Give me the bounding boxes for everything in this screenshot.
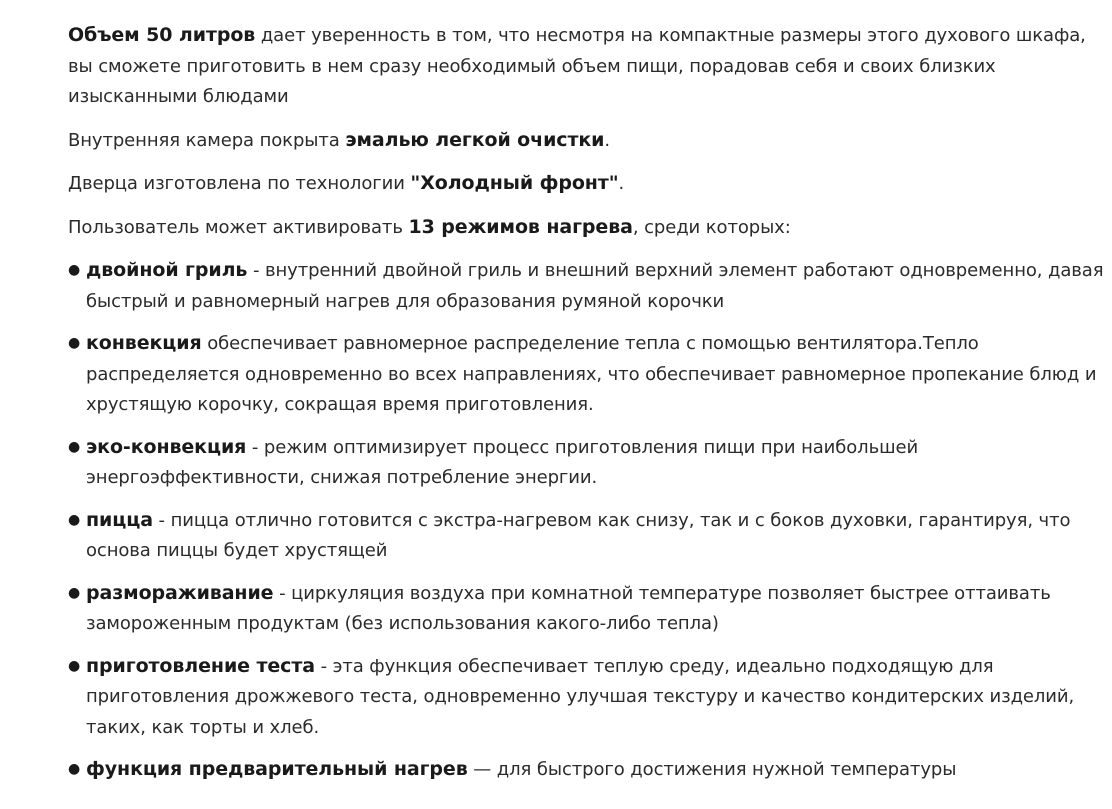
modes-intro-paragraph [68,212,1108,244]
list-item [68,754,1108,786]
bullet-icon: ● [68,584,81,601]
list-item [68,651,1108,744]
modes-intro-pre: Пользователь может активировать [68,216,409,238]
mode-name: функция предварительный нагрев [86,758,468,780]
bullet-icon: ● [68,657,81,674]
enamel-highlight: эмалью легкой очистки [345,128,605,151]
mode-description: - циркуляция воздуха при комнатной температуре позволяет быстрее оттаивать замороженным продуктам (без использования какого-либо тепла) [86,582,1051,634]
enamel-paragraph [68,125,1108,157]
mode-description: обеспечивает равномерное распределение тепла с помощью вентилятора.Тепло распределяется одновременно во всех направлениях, что обеспечивает равномерное пропекание блюд и хрустящую корочку, сокращая время приготовления. [86,333,1097,415]
modes-intro-post: , среди которых: [632,216,791,238]
bullet-icon: ● [68,335,81,351]
list-item [68,432,1108,494]
door-paragraph [68,168,1108,200]
list-item [68,578,1108,640]
bullet-icon: ● [68,511,81,528]
door-text-pre: Дверца изготовлена по технологии [68,173,411,194]
mode-description: - режим оптимизирует процесс приготовления пищи при наибольшей энергоэффективности, снижая потребление энергии. [86,436,919,488]
bullet-icon: ● [68,761,81,777]
modes-count-highlight: 13 режимов нагрева [408,215,633,238]
mode-description: — для быстрого достижения нужной температуры [467,759,957,780]
bullet-icon: ● [68,262,81,278]
product-description [68,20,1108,797]
volume-paragraph [68,20,1108,113]
list-item [68,505,1108,567]
door-text-post: . [618,173,625,194]
mode-name: пицца [86,508,153,531]
mode-description: - пицца отлично готовится с экстра-нагревом как снизу, так и с боков духовки, гарантируя, что основа пиццы будет хрустящей [86,509,1071,561]
list-item [68,255,1108,317]
heating-modes-list [68,255,1108,786]
mode-description: - эта функция обеспечивает теплую среду, идеально подходящую для приготовления дрожжевого теста, одновременно улучшая текстуру и качество кондитерских изделий, таких, как торты и хлеб. [86,655,1075,738]
list-item [68,328,1108,421]
volume-text: дает уверенность в том, что несмотря на компактные размеры этого духового шкафа, вы сможете приготовить в нем сразу необходимый объем пищи, порадовав себя и своих близких изысканными блюдами [68,25,1086,107]
mode-name: конвекция [86,332,202,354]
door-highlight: "Холодный фронт" [410,172,619,194]
mode-description: - внутренний двойной гриль и внешний верхний элемент работают одновременно, давая быстрый и равномерный нагрев для образования румяной корочки [86,260,1104,312]
mode-name: размораживание [86,581,274,604]
volume-highlight: Объем 50 литров [68,24,256,46]
mode-name: двойной гриль [86,259,248,281]
mode-name: эко-конвекция [86,435,247,458]
enamel-text-pre: Внутренняя камера покрыта [68,129,346,151]
mode-name: приготовление теста [86,654,315,677]
bullet-icon: ● [68,438,81,455]
enamel-text-post: . [604,129,610,151]
